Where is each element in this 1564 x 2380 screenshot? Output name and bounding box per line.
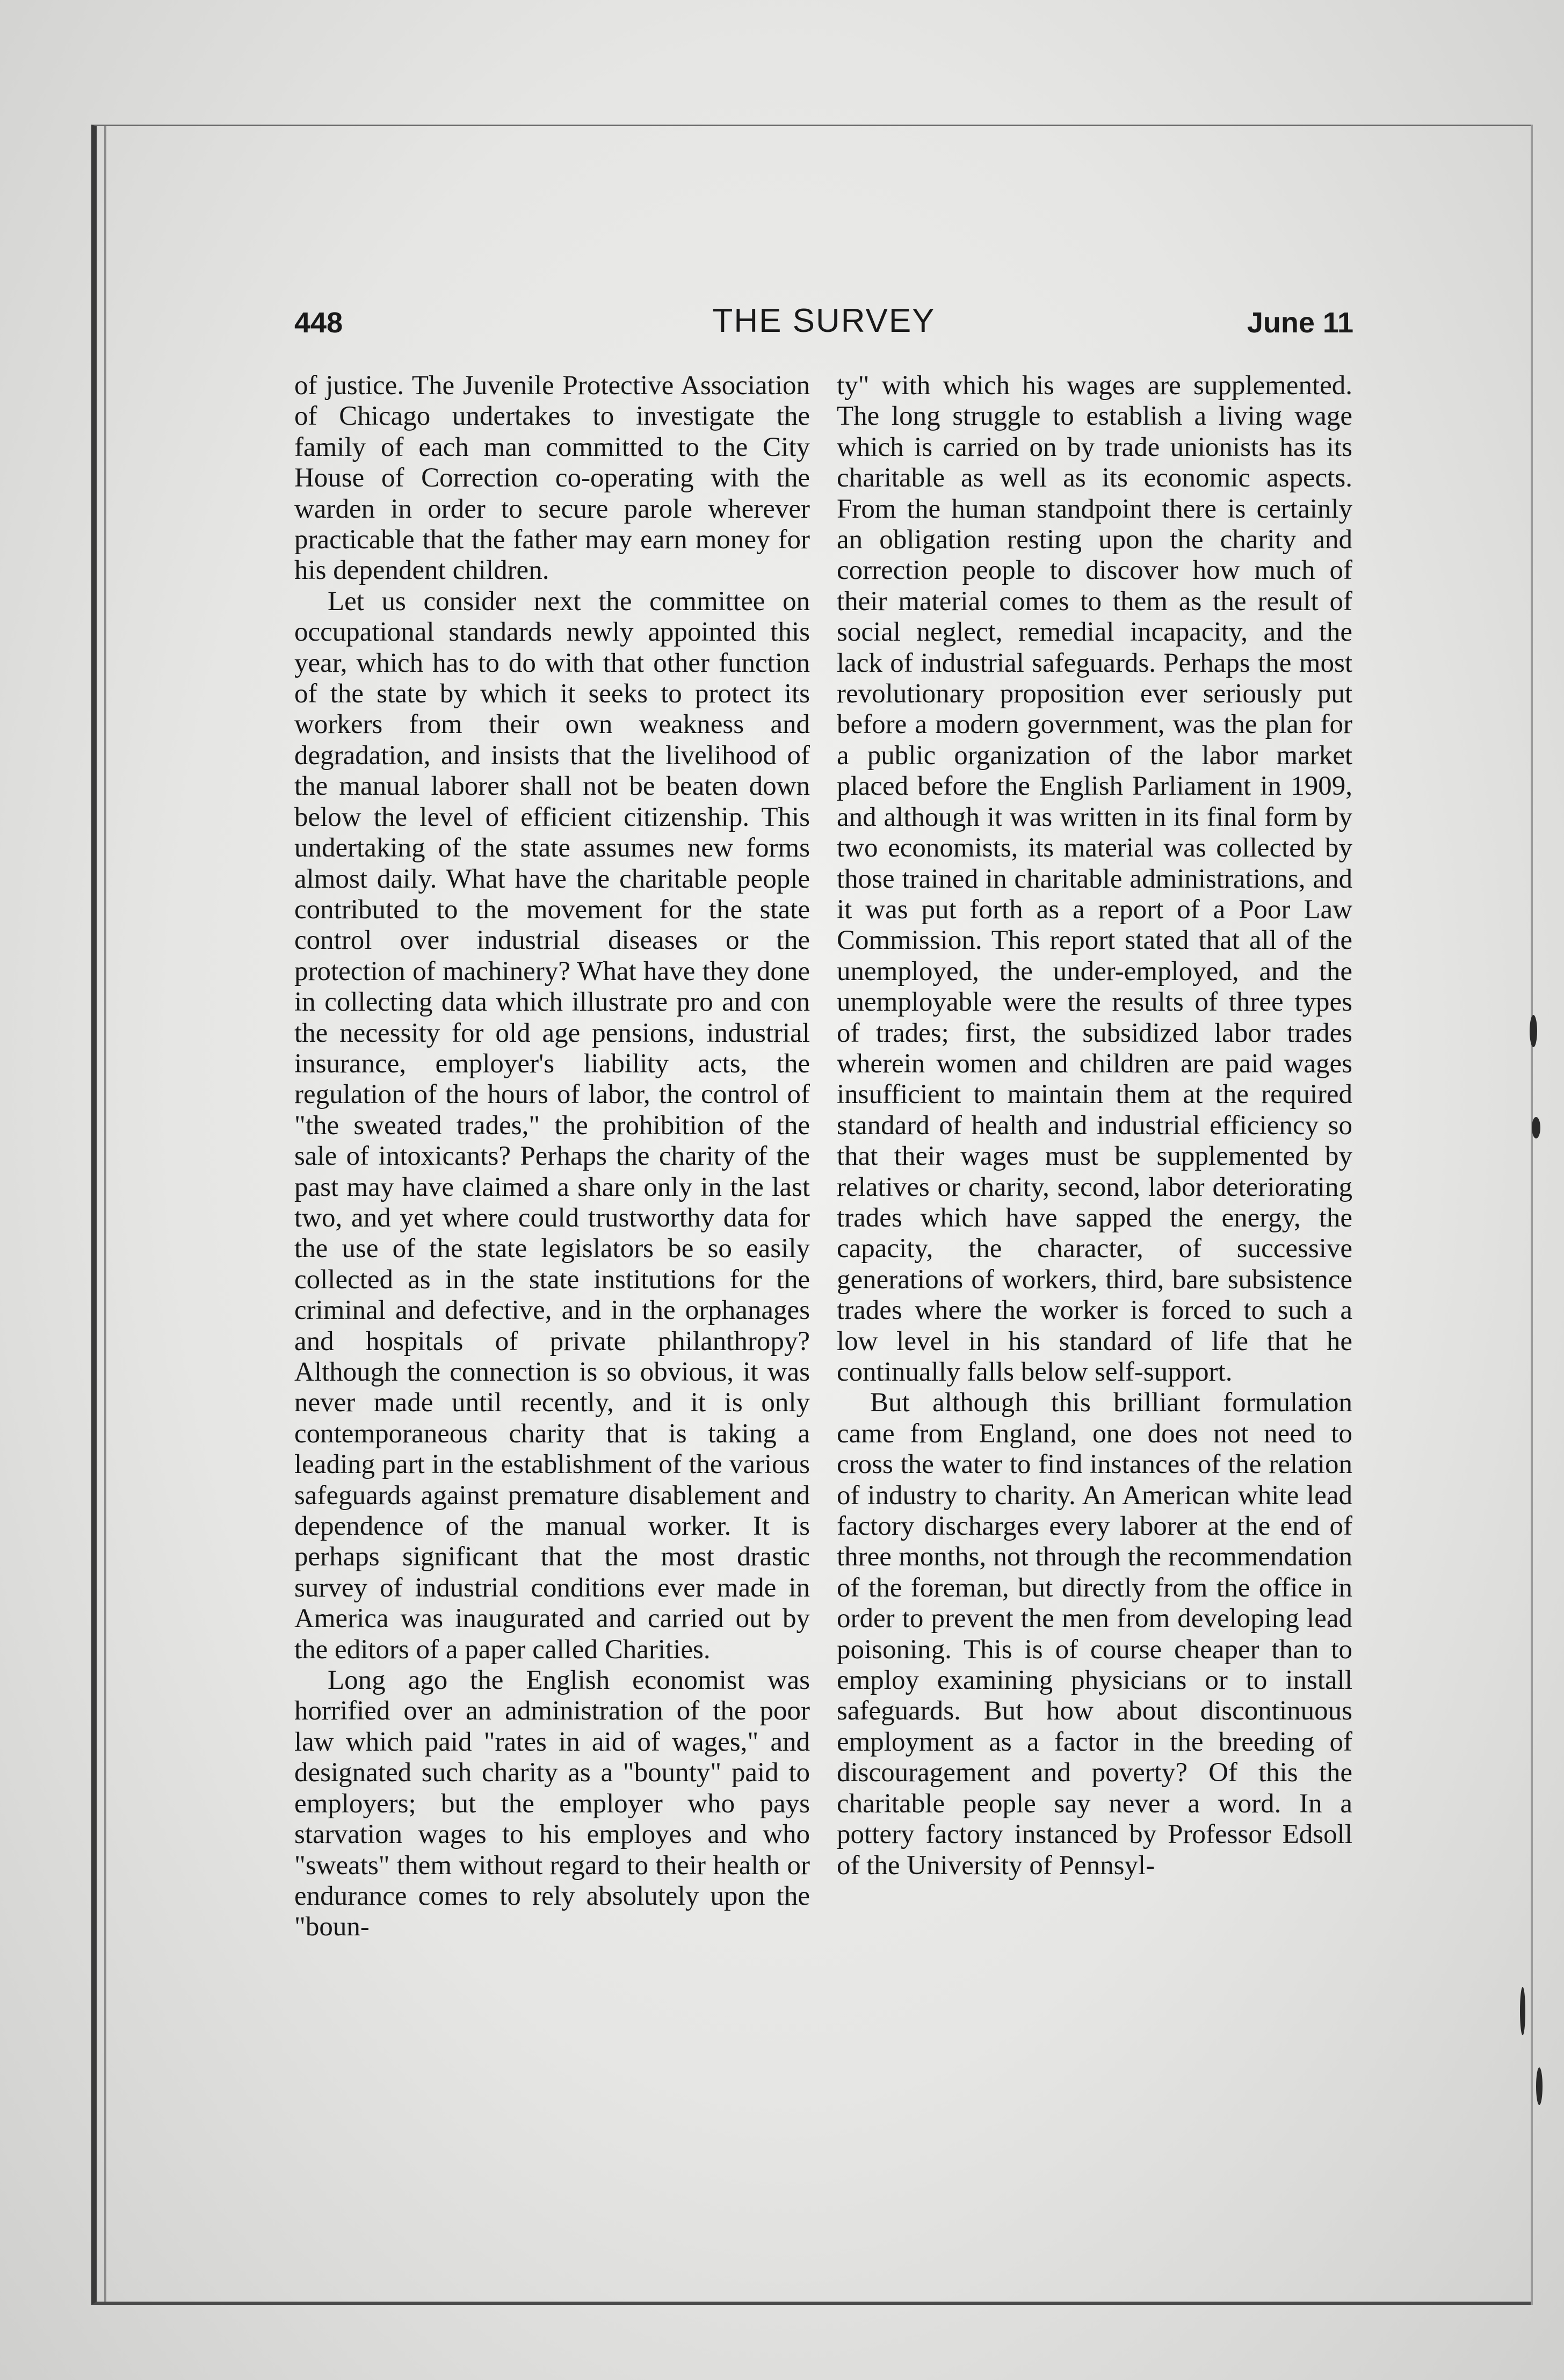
scan-speck	[1532, 1117, 1540, 1138]
scan-speck	[1536, 2067, 1543, 2105]
page-right-edge	[1531, 125, 1533, 2305]
right-column	[837, 371, 1352, 1881]
paragraph: of justice. The Juvenile Protective Association of Chicago undertakes to investigate the family of each man committed to the City House of Correction co-operating with the warden in order to secure parole wherever practicable that the father may earn money for his dependent children.	[294, 371, 810, 586]
paragraph: But although this brilliant formulation came from England, one does not need to cross the water to find instances of the relation of industry to charity. An American white lead factory discharges every laborer at the end of three months, not through the recommendation of the foreman, but directly from the office in order to prevent the men from developing lead poisoning. This is of course cheaper than to employ examining physicians or to install safeguards. But how about discontinuous employment as a factor in the breeding of discouragement and poverty? Of this the charitable people say never a word. In a pottery factory instanced by Professor Edsoll of the University of Pennsyl-	[837, 1388, 1352, 1881]
paragraph: ty" with which his wages are supplemented. The long struggle to establish a living wage which is carried on by trade unionists has its charitable as well as its economic aspects. From the human standpoint there is certainly an obligation resting upon the charity and correction people to discover how much of their material comes to them as the result of social neglect, remedial incapacity, and the lack of industrial safeguards. Perhaps the most revolutionary proposition ever seriously put before a modern government, was the plan for a public organization of the labor market placed before the English Parliament in 1909, and although it was written in its final form by two economists, its material was collected by those trained in charitable administrations, and it was put forth as a report of a Poor Law Commission. This report stated that all of the unemployed, the under-employed, and the unemployable were the results of three types of trades; first, the subsidized labor trades wherein women and children are paid wages insufficient to maintain them at the required standard of health and industrial efficiency so that their wages must be supplemented by relatives or charity, second, labor deteriorating trades which have sapped the energy, the capacity, the character, of successive generations of workers, third, bare subsistence trades where the worker is forced to such a low level in his standard of life that he continually falls below self-support.	[837, 371, 1352, 1387]
scan-speck	[1530, 1015, 1537, 1047]
left-column	[294, 371, 810, 1943]
scan-speck	[1520, 1987, 1525, 2035]
paragraph: Long ago the English economist was horrified over an administration of the poor law which paid "rates in aid of wages," and designated such charity as a "bounty" paid to employers; but the employer who pays starvation wages to his employes and who "sweats" them without regard to their health or endurance comes to rely absolutely upon the "boun-	[294, 1665, 810, 1942]
issue-date: June 11	[1247, 307, 1353, 339]
page-number: 448	[294, 307, 343, 339]
journal-title: THE SURVEY	[712, 302, 936, 339]
paragraph: Let us consider next the committee on occupational standards newly appointed this year, which has to do with that other function of the state by which it seeks to protect its workers from their own weakness and degradation, and insists that the livelihood of the manual laborer shall not be beaten down below the level of efficient citizenship. This undertaking of the state assumes new forms almost daily. What have the charitable people contributed to the movement for the state control over industrial diseases or the protection of machinery? What have they done in collecting data which illustrate pro and con the necessity for old age pensions, industrial insurance, employer's liability acts, the regulation of the hours of labor, the control of "the sweated trades," the prohibition of the sale of intoxicants? Perhaps the charity of the past may have claimed a share only in the last two, and yet where could trustworthy data for the use of the state legislators be so easily collected as in the state institutions for the criminal and defective, and in the orphanages and hospitals of private philanthropy? Although the connection is so obvious, it was never made until recently, and it is only contemporaneous charity that is taking a leading part in the establishment of the various safeguards against premature disablement and dependence of the manual worker. It is perhaps significant that the most drastic survey of industrial conditions ever made in America was inaugurated and carried out by the editors of a paper called Charities.	[294, 586, 810, 1665]
page-header	[294, 302, 1353, 345]
